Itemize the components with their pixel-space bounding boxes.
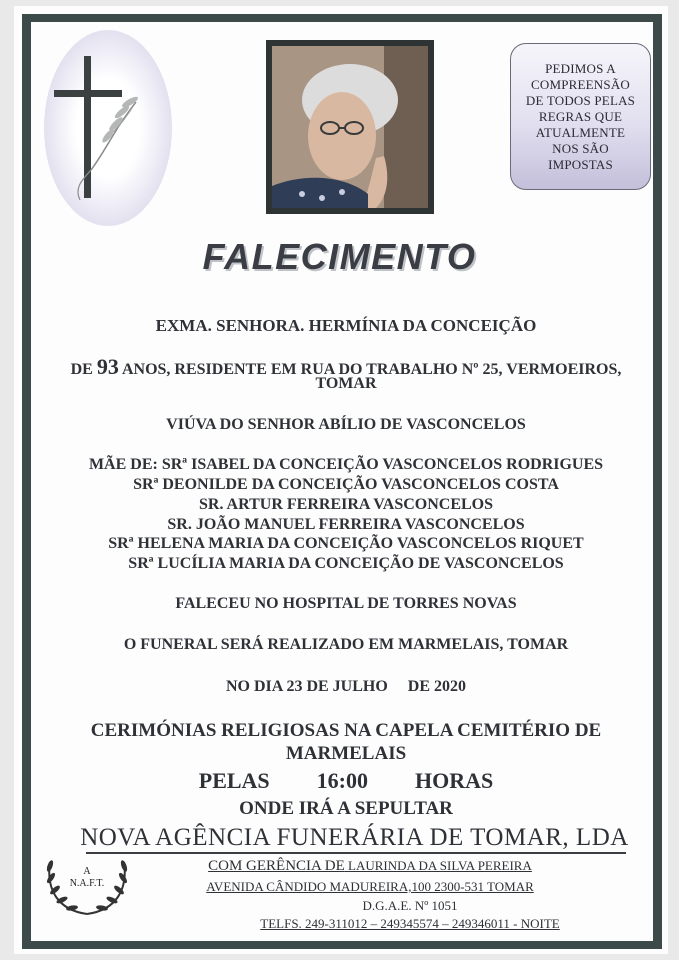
residence-city: TOMAR — [315, 375, 377, 392]
ceremony-place: MARMELAIS — [285, 743, 407, 764]
date-prefix: NO DIA — [225, 678, 283, 695]
children-item: SRª HELENA MARIA DA CONCEIÇÃO VASCONCELOS RIQUET — [108, 535, 584, 552]
children-item: SRª LUCÍLIA MARIA DA CONCEIÇÃO DE VASCONCELOS — [128, 555, 564, 572]
residence-text: ANOS, RESIDENTE EM RUA DO TRABALHO Nº 25, VERMOEIROS, — [121, 361, 622, 378]
portrait-image — [272, 46, 428, 208]
time-suffix: HORAS — [415, 768, 494, 793]
age-prefix: DE — [70, 361, 93, 378]
agency-dgae: D.G.A.E. Nº 1051 — [362, 898, 458, 913]
death-place: FALECEU NO HOSPITAL DE TORRES NOVAS — [175, 595, 517, 612]
children-item: SRª DEONILDE DA CONCEIÇÃO VASCONCELOS COSTA — [133, 476, 559, 493]
page-title: FALECIMENTO — [202, 236, 477, 277]
logo-line-1: A — [83, 866, 91, 877]
agency-phones: TELFS. 249-311012 – 249345574 – 249346011 - NOITE — [260, 916, 560, 931]
date-year: DE 2020 — [407, 678, 467, 695]
children-item: SR. JOÃO MANUEL FERREIRA VASCONCELOS — [167, 516, 525, 533]
agency-name: NOVA AGÊNCIA FUNERÁRIA DE TOMAR, LDA — [80, 824, 629, 851]
logo-line-2: N.A.F.T. — [69, 878, 105, 889]
widow-line: VIÚVA DO SENHOR ABÍLIO DE VASCONCELOS — [166, 416, 526, 433]
children-item: SR. ARTUR FERREIRA VASCONCELOS — [198, 496, 494, 513]
time-value: 16:00 — [316, 768, 368, 793]
time-prefix: PELAS — [198, 768, 270, 793]
agency-management — [130, 858, 610, 875]
agency-address: AVENIDA CÂNDIDO MADUREIRA,100 2300-531 TOMAR — [206, 879, 534, 894]
notice-text: PEDIMOS A COMPREENSÃO DE TODOS PELAS REGRAS QUE ATUALMENTE NOS SÃO IMPOSTAS — [525, 60, 636, 172]
manager-name: LAURINDA DA SILVA PEREIRA — [348, 858, 532, 873]
agency-divider — [86, 852, 626, 854]
deceased-portrait — [266, 40, 434, 214]
portrait-illustration — [272, 46, 428, 208]
cross-with-wheat-icon — [44, 50, 154, 210]
naft-logo-label — [38, 866, 136, 890]
deceased-name: EXMA. SENHORA. HERMÍNIA DA CONCEIÇÃO — [155, 316, 537, 335]
burial-line: ONDE IRÁ A SEPULTAR — [239, 798, 453, 819]
notice-box — [510, 43, 651, 190]
age-value: 93 — [96, 354, 119, 379]
date-month: DE JULHO — [306, 678, 388, 695]
management-prefix: COM GERÊNCIA DE — [208, 858, 345, 874]
funeral-date — [36, 678, 656, 696]
date-day: 23 — [286, 678, 303, 695]
ceremony-line: CERIMÓNIAS RELIGIOSAS NA CAPELA CEMITÉRIO DE — [90, 720, 602, 741]
children-item: MÃE DE: SRª ISABEL DA CONCEIÇÃO VASCONCELOS RODRIGUES — [88, 456, 604, 473]
ceremony-time — [36, 768, 656, 794]
funeral-place: O FUNERAL SERÁ REALIZADO EM MARMELAIS, TOMAR — [123, 636, 569, 653]
